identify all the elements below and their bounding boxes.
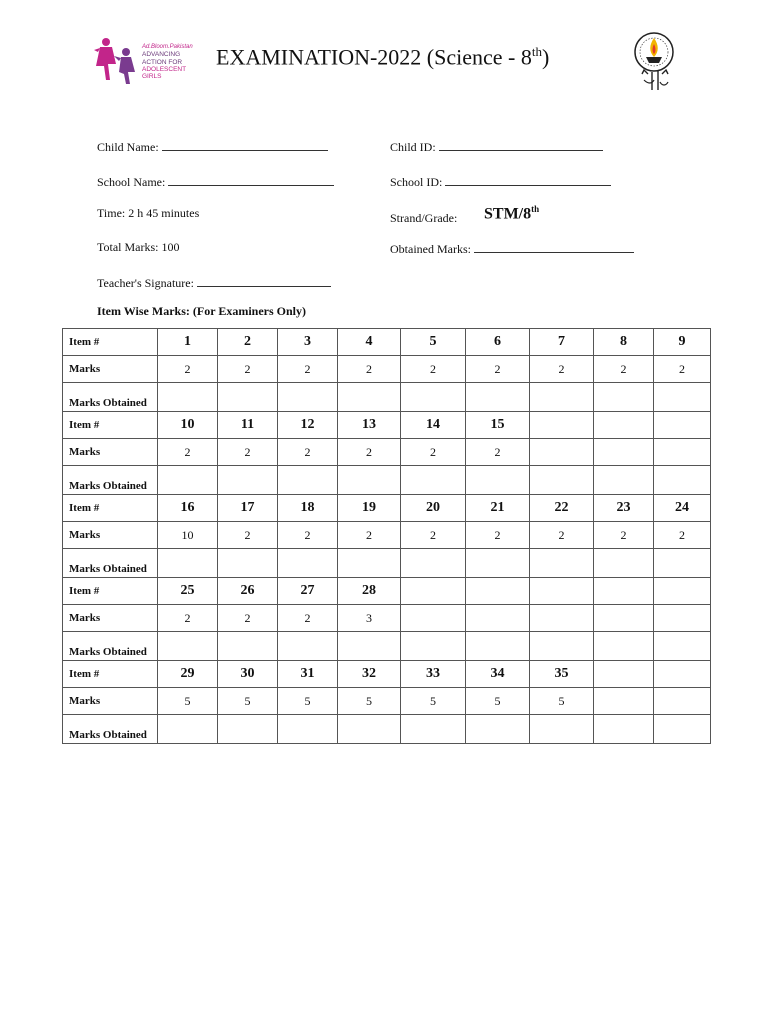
item-number-cell: 26 [218, 578, 278, 605]
marks-obtained-cell[interactable] [338, 715, 401, 744]
item-number-cell [654, 661, 711, 688]
marks-cell: 2 [158, 356, 218, 383]
marks-obtained-cell[interactable] [530, 632, 594, 661]
item-number-cell: 16 [158, 495, 218, 522]
marks-cell: 5 [158, 688, 218, 715]
marks-obtained-cell[interactable] [218, 715, 278, 744]
school-name-line[interactable] [168, 173, 334, 186]
marks-obtained-cell[interactable] [278, 715, 338, 744]
logo-brand: Ad.Bloom.Pakistan [142, 44, 193, 50]
marks-obtained-cell[interactable] [158, 549, 218, 578]
marks-obtained-row [63, 632, 711, 661]
item-number-cell [401, 578, 466, 605]
marks-cell [594, 439, 654, 466]
item-number-row [63, 495, 711, 522]
marks-obtained-cell[interactable] [466, 466, 530, 495]
marks-cell: 5 [338, 688, 401, 715]
marks-obtained-cell[interactable] [530, 549, 594, 578]
marks-cell [594, 688, 654, 715]
institution-seal-logo [632, 30, 680, 94]
marks-cell: 2 [278, 605, 338, 632]
marks-obtained-cell[interactable] [338, 632, 401, 661]
item-number-row [63, 412, 711, 439]
marks-obtained-cell[interactable] [530, 715, 594, 744]
item-number-cell: 30 [218, 661, 278, 688]
item-number-cell: 17 [218, 495, 278, 522]
marks-obtained-cell[interactable] [466, 715, 530, 744]
marks-cell: 2 [158, 605, 218, 632]
item-number-cell [594, 578, 654, 605]
time-label: Time: 2 h 45 minutes [97, 206, 200, 220]
item-number-cell [530, 412, 594, 439]
item-number-cell: 35 [530, 661, 594, 688]
marks-cell: 2 [466, 439, 530, 466]
marks-obtained-cell[interactable] [338, 466, 401, 495]
marks-obtained-cell[interactable] [654, 715, 711, 744]
marks-row [63, 605, 711, 632]
item-number-row [63, 578, 711, 605]
marks-cell: 5 [466, 688, 530, 715]
item-number-cell: 19 [338, 495, 401, 522]
marks-obtained-cell[interactable] [278, 632, 338, 661]
page-title: EXAMINATION-2022 (Science - 8th) [216, 44, 550, 70]
marks-cell [654, 688, 711, 715]
marks-row [63, 356, 711, 383]
marks-row [63, 439, 711, 466]
school-id-field[interactable]: School ID: [390, 173, 611, 190]
marks-table [62, 328, 711, 744]
logo-line: GIRLS [142, 73, 162, 81]
item-number-cell: 18 [278, 495, 338, 522]
marks-obtained-row [63, 466, 711, 495]
marks-row [63, 688, 711, 715]
item-number-cell: 10 [158, 412, 218, 439]
marks-cell: 5 [218, 688, 278, 715]
marks-cell: 2 [218, 522, 278, 549]
marks-obtained-cell[interactable] [278, 383, 338, 412]
marks-obtained-cell[interactable] [278, 549, 338, 578]
marks-obtained-cell[interactable] [401, 632, 466, 661]
child-name-line[interactable] [162, 138, 328, 151]
marks-cell: 2 [278, 522, 338, 549]
marks-obtained-cell[interactable] [158, 632, 218, 661]
logo-line: ADVANCING [142, 51, 181, 59]
marks-obtained-row [63, 383, 711, 412]
item-number-cell: 32 [338, 661, 401, 688]
marks-row [63, 522, 711, 549]
marks-cell: 3 [338, 605, 401, 632]
marks-cell: 2 [654, 522, 711, 549]
marks-obtained-cell[interactable] [654, 383, 711, 412]
marks-cell: 2 [401, 356, 466, 383]
item-number-cell: 20 [401, 495, 466, 522]
marks-cell: 2 [654, 356, 711, 383]
marks-cell [401, 605, 466, 632]
marks-obtained-cell[interactable] [278, 466, 338, 495]
marks-obtained-cell[interactable] [158, 466, 218, 495]
item-number-cell: 25 [158, 578, 218, 605]
adolescent-girls-logo [90, 36, 193, 88]
marks-cell: 2 [218, 356, 278, 383]
marks-cell: 5 [401, 688, 466, 715]
item-number-cell [466, 578, 530, 605]
item-number-cell: 5 [401, 329, 466, 356]
item-number-cell: 1 [158, 329, 218, 356]
marks-obtained-cell[interactable] [218, 549, 278, 578]
marks-cell: 5 [278, 688, 338, 715]
marks-cell: 2 [218, 605, 278, 632]
obtained-marks-field[interactable]: Obtained Marks: [390, 240, 634, 257]
marks-obtained-cell[interactable] [401, 383, 466, 412]
item-number-cell: 27 [278, 578, 338, 605]
marks-obtained-row [63, 715, 711, 744]
item-number-cell [530, 578, 594, 605]
school-id-line[interactable] [445, 173, 611, 186]
marks-cell: 2 [158, 439, 218, 466]
item-label: Item # [63, 661, 158, 688]
item-label: Item # [63, 329, 158, 356]
marks-cell [654, 605, 711, 632]
marks-obtained-cell[interactable] [338, 549, 401, 578]
lamp-seal-icon [632, 30, 680, 94]
strand-grade-label: Strand/Grade: [390, 211, 458, 225]
logo-line: ADOLESCENT [142, 65, 187, 73]
item-number-cell: 31 [278, 661, 338, 688]
item-number-cell [654, 412, 711, 439]
item-number-cell: 34 [466, 661, 530, 688]
girls-silhouette-icon [90, 36, 140, 88]
marks-cell: 2 [466, 356, 530, 383]
item-number-cell: 2 [218, 329, 278, 356]
marks-obtained-cell[interactable] [466, 549, 530, 578]
marks-obtained-cell[interactable] [466, 383, 530, 412]
marks-obtained-cell[interactable] [218, 466, 278, 495]
marks-cell: 2 [401, 522, 466, 549]
item-number-cell: 14 [401, 412, 466, 439]
marks-cell [530, 605, 594, 632]
marks-cell: 2 [530, 522, 594, 549]
school-name-field[interactable]: School Name: [97, 173, 334, 190]
marks-cell: 2 [338, 356, 401, 383]
marks-obtained-cell[interactable] [401, 549, 466, 578]
marks-cell [654, 439, 711, 466]
item-number-row [63, 661, 711, 688]
marks-obtained-cell[interactable] [530, 466, 594, 495]
marks-obtained-cell[interactable] [594, 549, 654, 578]
item-number-cell: 28 [338, 578, 401, 605]
marks-obtained-cell[interactable] [158, 715, 218, 744]
child-name-field[interactable]: Child Name: [97, 138, 328, 155]
marks-cell: 2 [338, 439, 401, 466]
marks-label: Marks [63, 356, 158, 383]
marks-obtained-label: Marks Obtained [63, 466, 158, 495]
item-number-cell: 22 [530, 495, 594, 522]
marks-obtained-cell[interactable] [594, 632, 654, 661]
teacher-signature-line[interactable] [197, 274, 331, 287]
item-number-cell: 7 [530, 329, 594, 356]
marks-obtained-cell[interactable] [466, 632, 530, 661]
item-label: Item # [63, 495, 158, 522]
marks-obtained-row [63, 549, 711, 578]
marks-cell: 2 [338, 522, 401, 549]
item-number-cell: 15 [466, 412, 530, 439]
total-marks-label: Total Marks: 100 [97, 240, 180, 254]
item-number-cell: 3 [278, 329, 338, 356]
item-number-row [63, 329, 711, 356]
marks-obtained-cell[interactable] [594, 466, 654, 495]
marks-obtained-cell[interactable] [338, 383, 401, 412]
marks-cell: 2 [530, 356, 594, 383]
marks-obtained-cell[interactable] [594, 715, 654, 744]
marks-obtained-cell[interactable] [401, 466, 466, 495]
item-number-cell: 13 [338, 412, 401, 439]
marks-obtained-cell[interactable] [158, 383, 218, 412]
item-number-cell: 21 [466, 495, 530, 522]
teacher-signature-field[interactable]: Teacher's Signature: [97, 274, 331, 291]
item-number-cell: 8 [594, 329, 654, 356]
marks-label: Marks [63, 439, 158, 466]
marks-label: Marks [63, 688, 158, 715]
item-number-cell: 6 [466, 329, 530, 356]
logo-line: ACTION FOR [142, 58, 183, 66]
marks-obtained-cell[interactable] [530, 383, 594, 412]
item-label: Item # [63, 412, 158, 439]
marks-obtained-label: Marks Obtained [63, 632, 158, 661]
marks-obtained-cell[interactable] [654, 549, 711, 578]
item-number-cell: 12 [278, 412, 338, 439]
child-id-line[interactable] [439, 138, 603, 151]
item-label: Item # [63, 578, 158, 605]
marks-obtained-label: Marks Obtained [63, 383, 158, 412]
item-number-cell: 9 [654, 329, 711, 356]
marks-obtained-cell[interactable] [218, 632, 278, 661]
marks-obtained-cell[interactable] [218, 383, 278, 412]
marks-label: Marks [63, 522, 158, 549]
marks-obtained-cell[interactable] [594, 383, 654, 412]
marks-cell: 2 [278, 356, 338, 383]
marks-cell: 2 [594, 356, 654, 383]
marks-cell: 2 [401, 439, 466, 466]
item-number-cell [594, 661, 654, 688]
item-wise-heading: Item Wise Marks: (For Examiners Only) [97, 304, 306, 318]
item-number-cell [654, 578, 711, 605]
marks-cell: 10 [158, 522, 218, 549]
child-id-field[interactable]: Child ID: [390, 138, 603, 155]
marks-label: Marks [63, 605, 158, 632]
marks-cell [466, 605, 530, 632]
marks-obtained-label: Marks Obtained [63, 715, 158, 744]
marks-cell: 5 [530, 688, 594, 715]
marks-cell [594, 605, 654, 632]
item-number-cell: 11 [218, 412, 278, 439]
marks-obtained-label: Marks Obtained [63, 549, 158, 578]
marks-obtained-cell[interactable] [401, 715, 466, 744]
marks-cell: 2 [278, 439, 338, 466]
marks-obtained-cell[interactable] [654, 632, 711, 661]
marks-cell [530, 439, 594, 466]
marks-obtained-cell[interactable] [654, 466, 711, 495]
item-number-cell: 24 [654, 495, 711, 522]
item-number-cell: 23 [594, 495, 654, 522]
strand-grade-value: STM/8th [484, 204, 540, 223]
marks-cell: 2 [466, 522, 530, 549]
marks-cell: 2 [594, 522, 654, 549]
item-number-cell: 29 [158, 661, 218, 688]
obtained-marks-line[interactable] [474, 240, 634, 253]
item-number-cell: 4 [338, 329, 401, 356]
item-number-cell [594, 412, 654, 439]
item-number-cell: 33 [401, 661, 466, 688]
marks-cell: 2 [218, 439, 278, 466]
